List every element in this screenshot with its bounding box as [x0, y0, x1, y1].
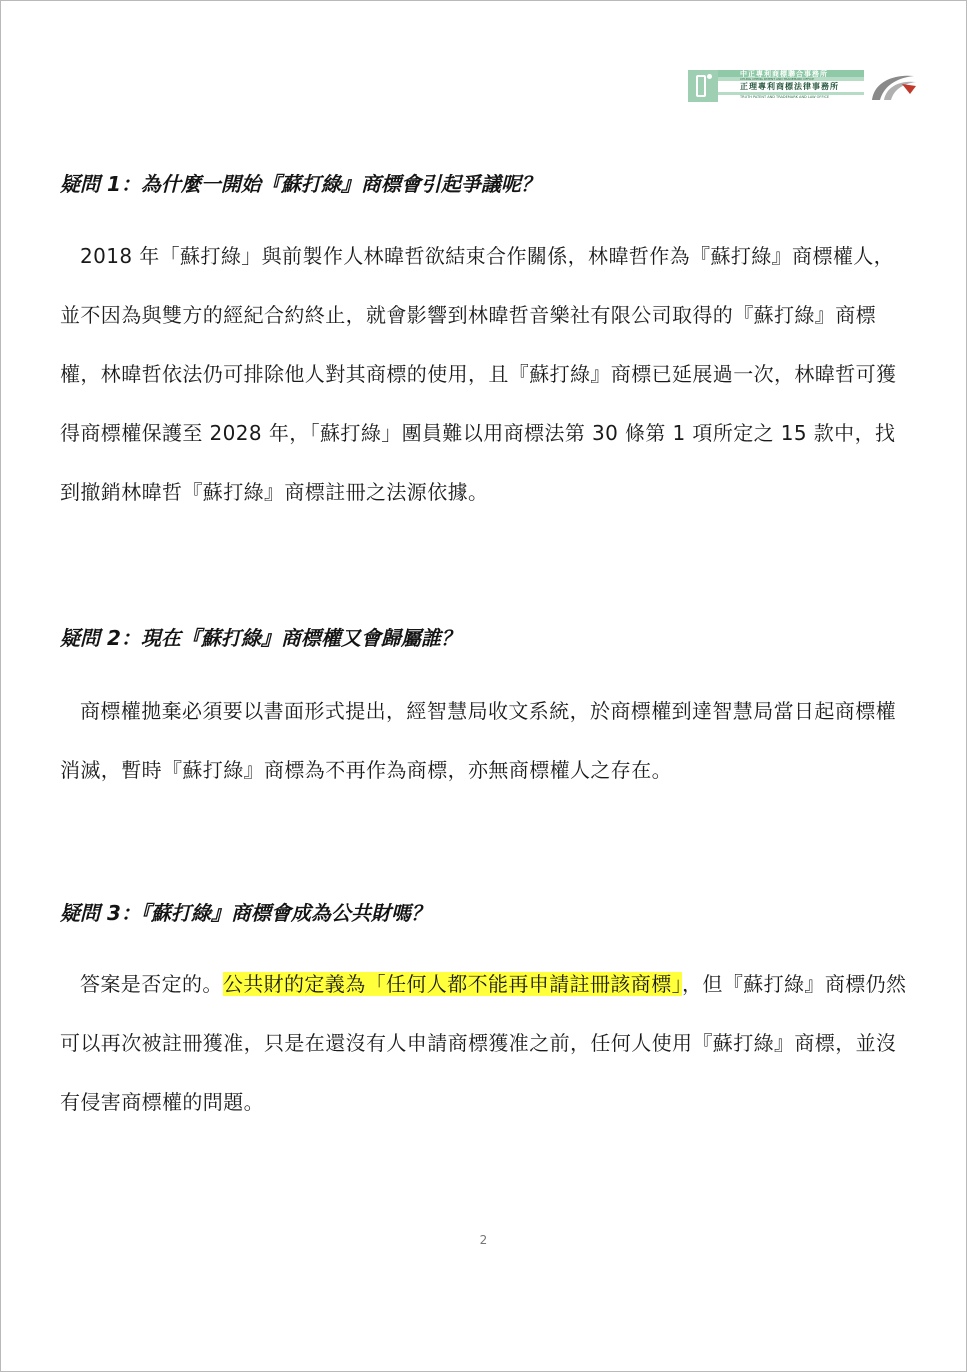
logo-firm-name-2-en: TRUTH PATENT AND TRADEMARK AND LAW OFFICE	[740, 95, 830, 99]
answer-continuation: ，但『蘇打綠』商標仍然可以再次被註冊獲准，只是在還沒有人申請商標獲准之前，任何人使用『蘇打綠』商標，並沒有侵害商標權的問題。	[60, 972, 907, 1114]
page-number: 2	[479, 1233, 488, 1247]
answer-intro: 答案是否定的。	[80, 972, 223, 996]
logo-firm-name-2: 正理專利商標法律事務所	[740, 82, 839, 91]
question-1-heading: 疑問 1：為什麼一開始『蘇打綠』商標會引起爭議呢？	[60, 172, 541, 196]
question-2-paragraph: 商標權拋棄必須要以書面形式提出，經智慧局收文系統，於商標權到達智慧局當日起商標權消滅，暫時『蘇打綠』商標為不再作為商標，亦無商標權人之存在。	[60, 699, 896, 782]
firm-logo	[688, 70, 918, 102]
logo-mark-icon	[688, 70, 718, 102]
logo-firm-name-1: 中正專利商標聯合事務所	[740, 70, 828, 78]
logo-swoosh-icon	[866, 70, 918, 102]
logo-firm-name-1-en: CHUNG CHENG PATENT AND TRADEMARK OFFICE	[740, 77, 814, 81]
question-3-paragraph	[60, 955, 912, 1132]
question-1-paragraph: 2018 年「蘇打綠」與前製作人林暐哲欲結束合作關係，林暐哲作為『蘇打綠』商標權人，並不因為與雙方的經紀合約終止，就會影響到林暐哲音樂社有限公司取得的『蘇打綠』商標權，林暐哲依法仍可排除他人對其商標的使用，且『蘇打綠』商標已延展過一次，林暐哲可獲得商標權保護至 2028 年，「蘇打綠」團員難以用商標法第 30 條第 1 項所定之 15 款中，找到撤銷林暐哲『蘇打綠』商標註冊之法源依據。	[60, 244, 897, 504]
question-2-heading: 疑問 2：現在『蘇打綠』商標權又會歸屬誰？	[60, 626, 461, 650]
highlighted-definition: 公共財的定義為「任何人都不能再申請註冊該商標」	[222, 972, 683, 996]
question-3-heading: 疑問 3：『蘇打綠』商標會成為公共財嗎？	[60, 901, 431, 925]
